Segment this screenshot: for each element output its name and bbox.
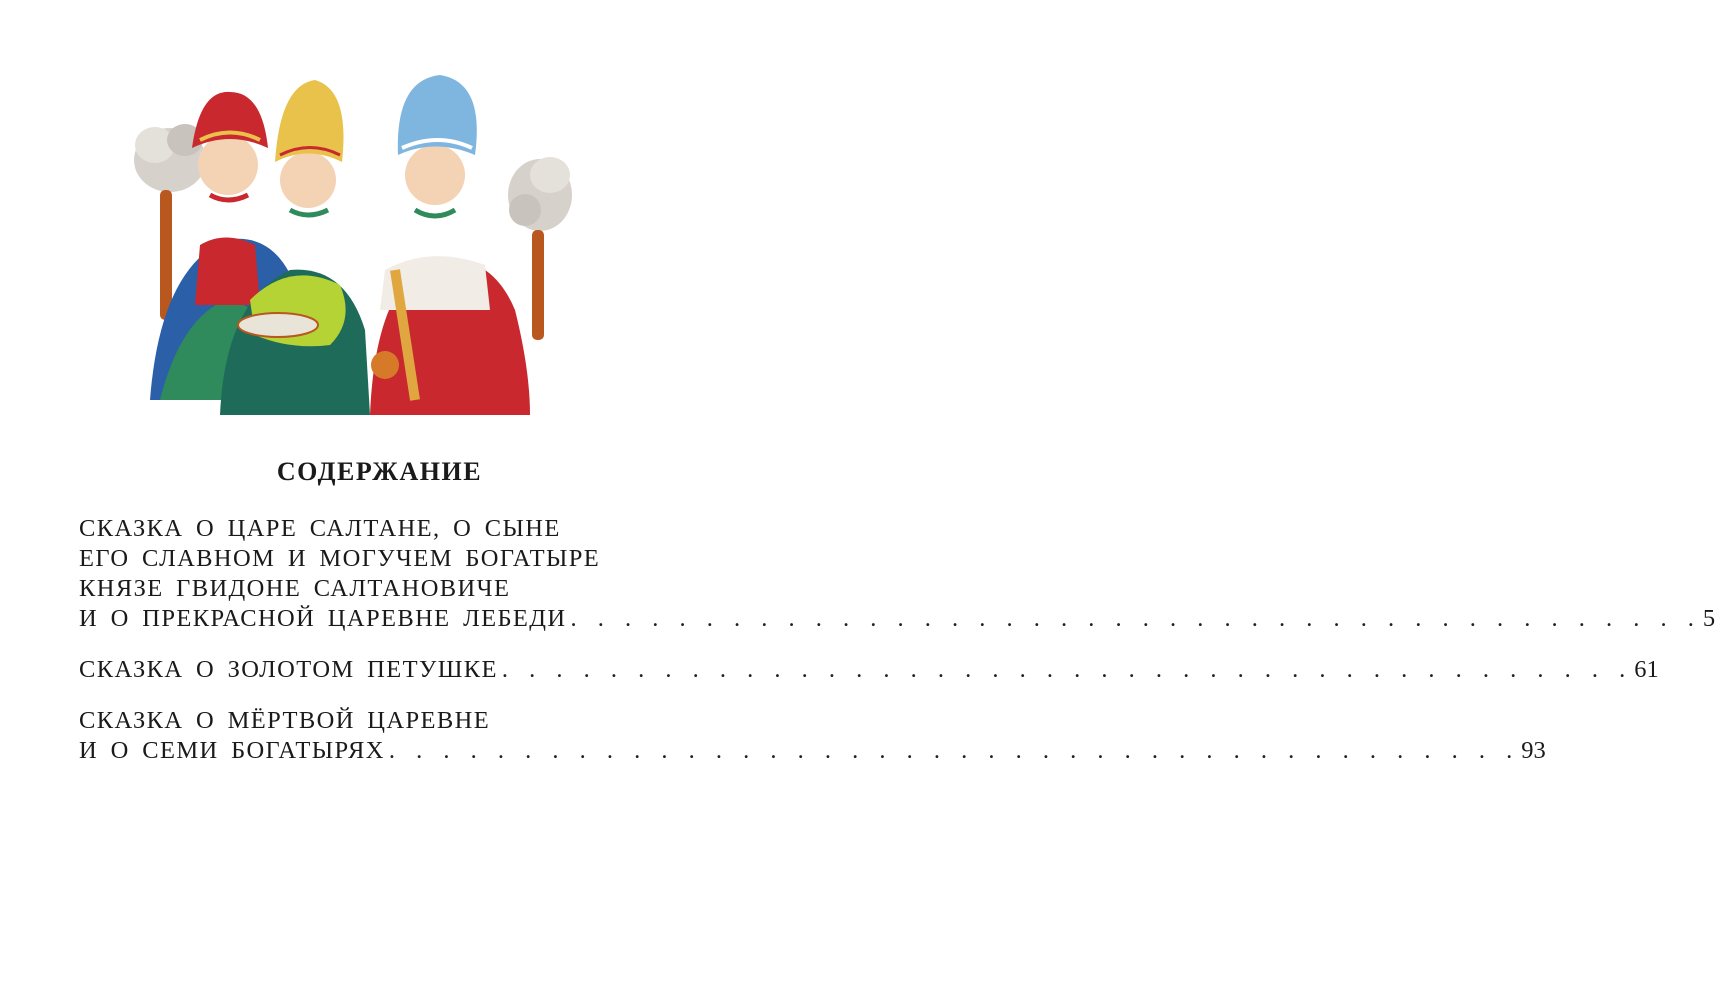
toc-entry-line: ЕГО СЛАВНОМ И МОГУЧЕМ БОГАТЫРЕ (79, 545, 601, 572)
toc-page-number: 61 (1634, 656, 1659, 683)
leader-dots: . . . . . . . . . . . . . . . . . . . . . . . . . . . . . . . . . . . . . . . . . . (570, 605, 1699, 632)
table-of-contents (79, 514, 1715, 787)
toc-entry-last-line (79, 736, 1546, 766)
toc-page-number: 5 (1702, 605, 1715, 632)
toc-entry-last-line (79, 604, 1715, 634)
maiden-right (370, 75, 530, 415)
toc-entry-line: СКАЗКА О ЗОЛОТОМ ПЕТУШКЕ (79, 656, 498, 683)
maidens-spinning-illustration (130, 70, 570, 420)
toc-entry-line: СКАЗКА О ЦАРЕ САЛТАНЕ, О СЫНЕ (79, 515, 561, 542)
distaff-right (532, 230, 544, 340)
toc-entry-line: КНЯЗЕ ГВИДОНЕ САЛТАНОВИЧЕ (79, 575, 511, 602)
wool-cloud-right (508, 157, 572, 231)
toc-entry-line: И О ПРЕКРАСНОЙ ЦАРЕВНЕ ЛЕБЕДИ (79, 605, 567, 632)
leader-dots: . . . . . . . . . . . . . . . . . . . . . . . . . . . . . . . . . . . . . . . . . . (388, 737, 1518, 764)
leader-dots: . . . . . . . . . . . . . . . . . . . . . . . . . . . . . . . . . . . . . . . . . . (501, 656, 1631, 683)
toc-heading: СОДЕРЖАНИЕ (276, 457, 483, 486)
toc-entry-saltan[interactable] (79, 514, 1715, 634)
toc-entry-line: И О СЕМИ БОГАТЫРЯХ (79, 737, 385, 764)
toc-entry-last-line (79, 655, 1659, 685)
distaff-left (160, 190, 172, 320)
toc-entry-dead-princess[interactable] (79, 706, 1546, 766)
toc-page-number: 93 (1521, 737, 1546, 764)
toc-entry-golden-cockerel[interactable] (79, 655, 1659, 685)
toc-entry-line: СКАЗКА О МЁРТВОЙ ЦАРЕВНЕ (79, 707, 491, 734)
